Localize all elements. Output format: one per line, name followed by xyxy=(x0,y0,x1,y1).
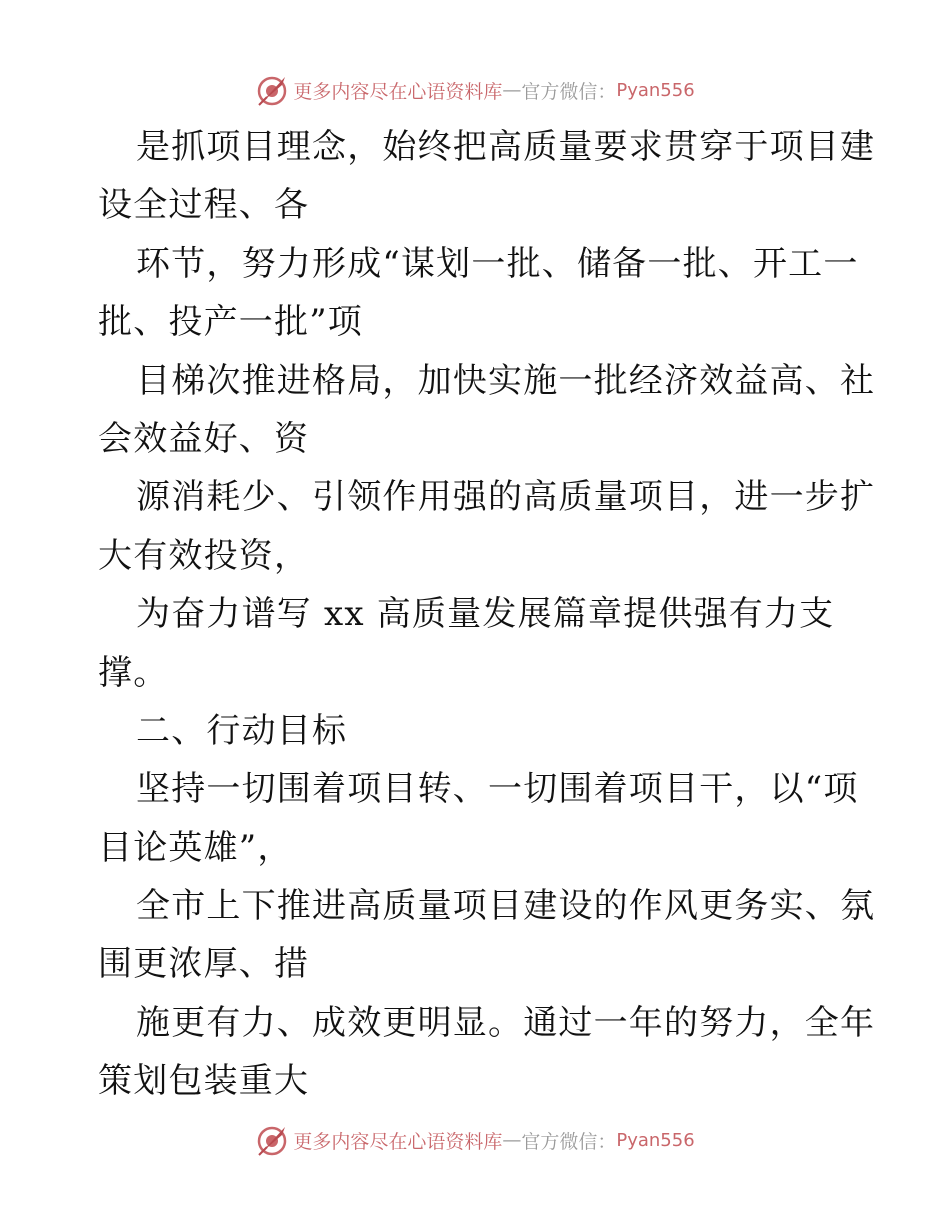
text-line: 策划包装重大 xyxy=(98,1061,310,1102)
text-line: 施更有力、成效更明显。通过一年的努力，全年 xyxy=(136,1002,876,1043)
text-line: 围更浓厚、措 xyxy=(98,944,310,985)
watermark-wechat-id: Pyan556 xyxy=(616,79,695,101)
section-heading: 二、行动目标 xyxy=(136,710,348,751)
footer-watermark xyxy=(0,1120,950,1160)
text-line: 为奋力谱写 xx 高质量发展篇章提供强有力支 xyxy=(136,594,835,635)
text-line: 坚持一切围着项目转、一切围着项目干，以“项 xyxy=(136,769,859,810)
quill-logo-icon xyxy=(255,73,289,107)
text-line: 是抓项目理念，始终把高质量要求贯穿于项目建 xyxy=(136,127,876,167)
text-line: 会效益好、资 xyxy=(98,418,310,459)
watermark-wechat-id: Pyan556 xyxy=(616,1129,695,1151)
text-line: 源消耗少、引领作用强的高质量项目，进一步扩 xyxy=(136,477,876,518)
text-line: 全市上下推进高质量项目建设的作风更务实、氛 xyxy=(136,886,876,927)
quill-logo-icon xyxy=(255,1123,289,1157)
header-watermark xyxy=(0,70,950,110)
text-line: 大有效投资， xyxy=(98,535,310,576)
text-line: 目论英雄”， xyxy=(98,827,293,868)
watermark-brand-text: 更多内容尽在心语资料库 xyxy=(293,1130,503,1153)
watermark-label: 官方微信： xyxy=(521,80,617,103)
text-line: 目梯次推进格局，加快实施一批经济效益高、社 xyxy=(136,360,876,401)
text-line: 撑。 xyxy=(98,652,169,693)
watermark-label: 官方微信： xyxy=(521,1130,617,1153)
watermark-brand-text: 更多内容尽在心语资料库 xyxy=(293,80,503,103)
document-body xyxy=(98,118,876,1111)
text-line: 设全过程、各 xyxy=(98,185,310,226)
text-line: 环节，努力形成“谋划一批、储备一批、开工一 xyxy=(136,243,859,284)
text-line: 批、投产一批”项 xyxy=(98,302,363,343)
watermark-separator: — xyxy=(502,79,522,101)
watermark-separator: — xyxy=(502,1129,522,1151)
